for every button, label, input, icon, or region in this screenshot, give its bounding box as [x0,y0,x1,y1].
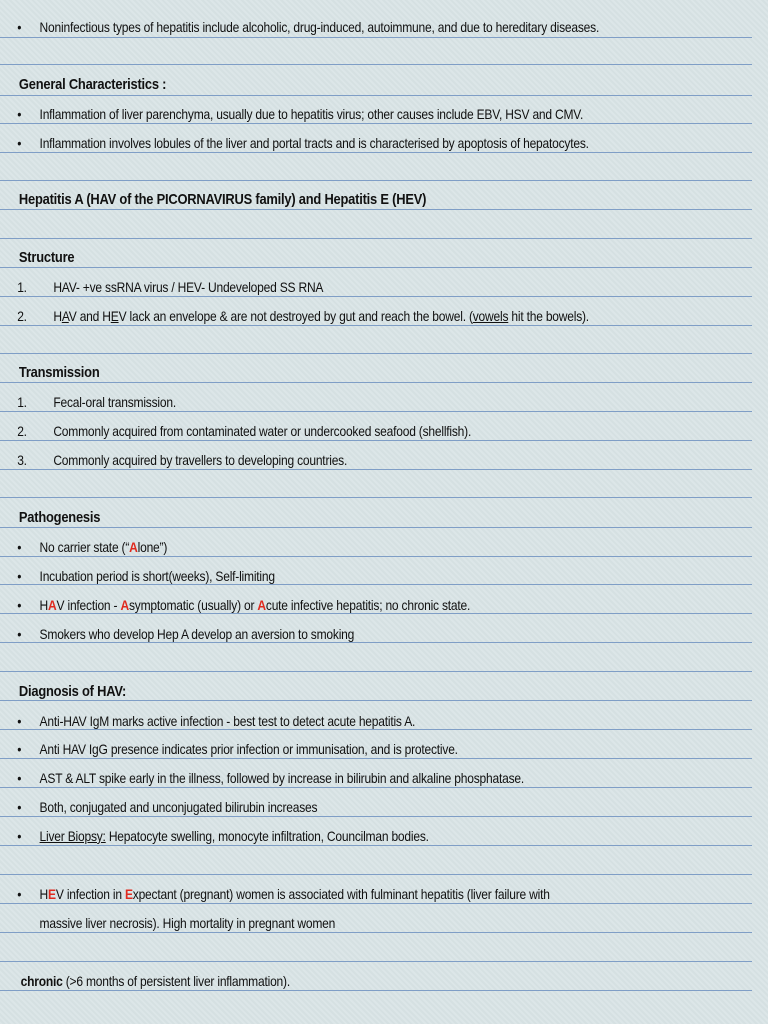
chronic-note: chronic (>6 months of persistent liver inflammation). [20,973,290,989]
bullet-icon: • [17,626,22,642]
numbered-item: 3. Commonly acquired by travellers to developing countries. [17,452,348,468]
list-item: • Inflammation of liver parenchyma, usually due to hepatitis virus; other causes include EBV, HSV and CMV. [0,102,660,126]
list-item: • HAV infection - Asymptomatic (usually) or Acute infective hepatitis; no chronic state. [0,593,660,617]
bullet-icon: • [17,106,22,122]
list-item: • Anti-HAV IgM marks active infection - best test to detect acute hepatitis A. [0,709,660,733]
bullet-icon: • [17,886,22,902]
list-item: • Liver Biopsy: Hepatocyte swelling, monocyte infiltration, Councilman bodies. [0,824,660,848]
bullet-icon: • [17,741,22,757]
section-heading-diagnosis: Diagnosis of HAV: [18,683,127,700]
section-heading-general: General Characteristics : [18,76,167,93]
list-item-text: Noninfectious types of hepatitis include alcoholic, drug-induced, autoimmune, and due to hereditary diseases. [39,19,600,35]
list-item: • AST & ALT spike early in the illness, followed by increase in bilirubin and alkaline phosphatase. [0,766,660,790]
chronic-label: chronic [20,973,63,989]
bullet-icon: • [17,568,22,584]
bullet-icon: • [17,770,22,786]
numbered-item: 1. HAV- +ve ssRNA virus / HEV- Undeveloped SS RNA [0,275,660,299]
bullet-icon: • [17,828,22,844]
list-item: • No carrier state (“Alone”) [0,535,660,559]
list-item: • HEV infection in Expectant (pregnant) women is associated with fulminant hepatitis (liver failure with [0,882,660,906]
item-number: 1. [17,279,27,295]
section-heading-pathogenesis: Pathogenesis [18,509,101,526]
bullet-icon: • [17,799,22,815]
list-item: • Incubation period is short(weeks), Self-limiting [0,564,660,588]
list-item: • Smokers who develop Hep A develop an aversion to smoking [0,622,660,646]
bullet-icon: • [17,539,22,555]
item-number: 2. [17,308,27,324]
list-item-continuation: massive liver necrosis). High mortality in pregnant women [39,915,336,931]
numbered-item: 1. Fecal-oral transmission. [17,394,176,410]
section-heading-hav-hev: Hepatitis A (HAV of the PICORNAVIRUS family) and Hepatitis E (HEV) [18,191,427,208]
bullet-icon: • [17,135,22,151]
numbered-item: 2. HAV and HEV lack an envelope & are not destroyed by gut and reach the bowel. (vowels hit the bowels). [0,304,660,328]
section-heading-transmission: Transmission [18,364,100,381]
list-item: • Inflammation involves lobules of the liver and portal tracts and is characterised by apoptosis of hepatocytes. [0,131,660,155]
bullet-icon: • [17,597,22,613]
list-item: • Both, conjugated and unconjugated bilirubin increases [0,795,660,819]
bullet-icon: • [17,713,22,729]
numbered-item: 2. Commonly acquired from contaminated water or undercooked seafood (shellfish). [17,423,472,439]
bullet-icon: • [17,19,22,35]
list-item [0,15,660,39]
section-heading-structure: Structure [18,249,75,266]
list-item: • Anti HAV IgG presence indicates prior infection or immunisation, and is protective. [0,737,660,761]
